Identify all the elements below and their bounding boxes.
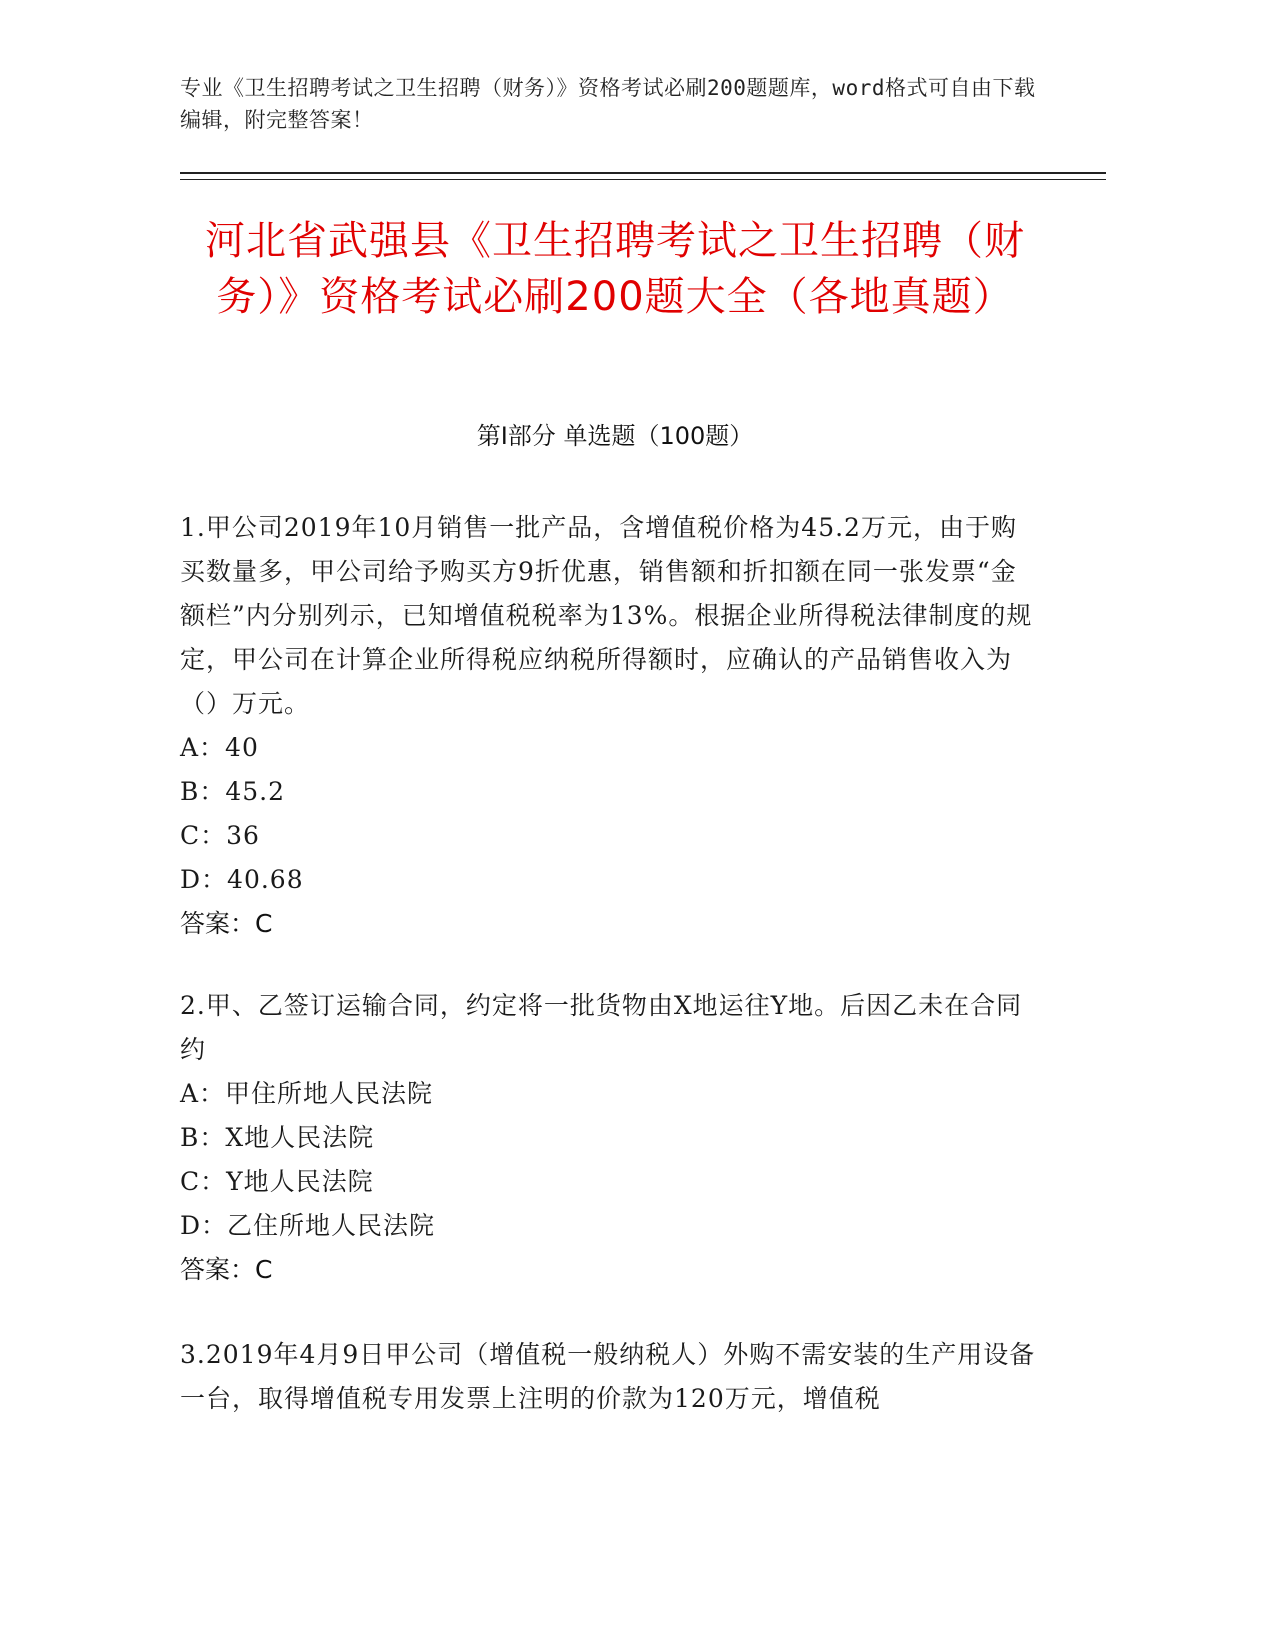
option-d: D：40.68 (180, 865, 304, 894)
option-b: B：X地人民法院 (180, 1123, 375, 1152)
header-divider-thin (180, 179, 1106, 180)
question-stem: 3.2019年4月9日甲公司（增值税一般纳税人）外购不需安装的生产用设备一台，取得增值税专用发票上注明的价款为120万元，增值税 (180, 1340, 1036, 1413)
option-a: A：甲住所地人民法院 (180, 1079, 434, 1108)
section-heading: 第I部分 单选题（100题） (476, 422, 754, 450)
option-a: A：40 (180, 733, 259, 762)
answer: 答案：C (180, 1255, 273, 1284)
question-1 (180, 506, 1040, 946)
question-stem: 1.甲公司2019年10月销售一批产品，含增值税价格为45.2万元，由于购买数量多，甲公司给予购买方9折优惠，销售额和折扣额在同一张发票“金额栏”内分别列示，已知增值税税率为13%。根据企业所得税法律制度的规定，甲公司在计算企业所得税应纳税所得额时，应确认的产品销售收入为（）万元。 (180, 513, 1033, 718)
document-title: 河北省武强县《卫生招聘考试之卫生招聘（财务）》资格考试必刷200题大全（各地真题） (205, 218, 1025, 320)
question-3 (180, 1333, 1040, 1421)
option-b: B：45.2 (180, 777, 286, 806)
option-c: C：36 (180, 821, 260, 850)
header-divider (180, 172, 1106, 174)
question-2 (180, 984, 1040, 1292)
header-note: 专业《卫生招聘考试之卫生招聘（财务）》资格考试必刷200题题库，word格式可自由下载编辑，附完整答案！ (180, 76, 1036, 132)
question-stem: 2.甲、乙签订运输合同，约定将一批货物由X地运往Y地。后因乙未在合同约 (180, 991, 1023, 1064)
answer: 答案：C (180, 909, 273, 938)
option-c: C：Y地人民法院 (180, 1167, 374, 1196)
option-d: D：乙住所地人民法院 (180, 1211, 436, 1240)
